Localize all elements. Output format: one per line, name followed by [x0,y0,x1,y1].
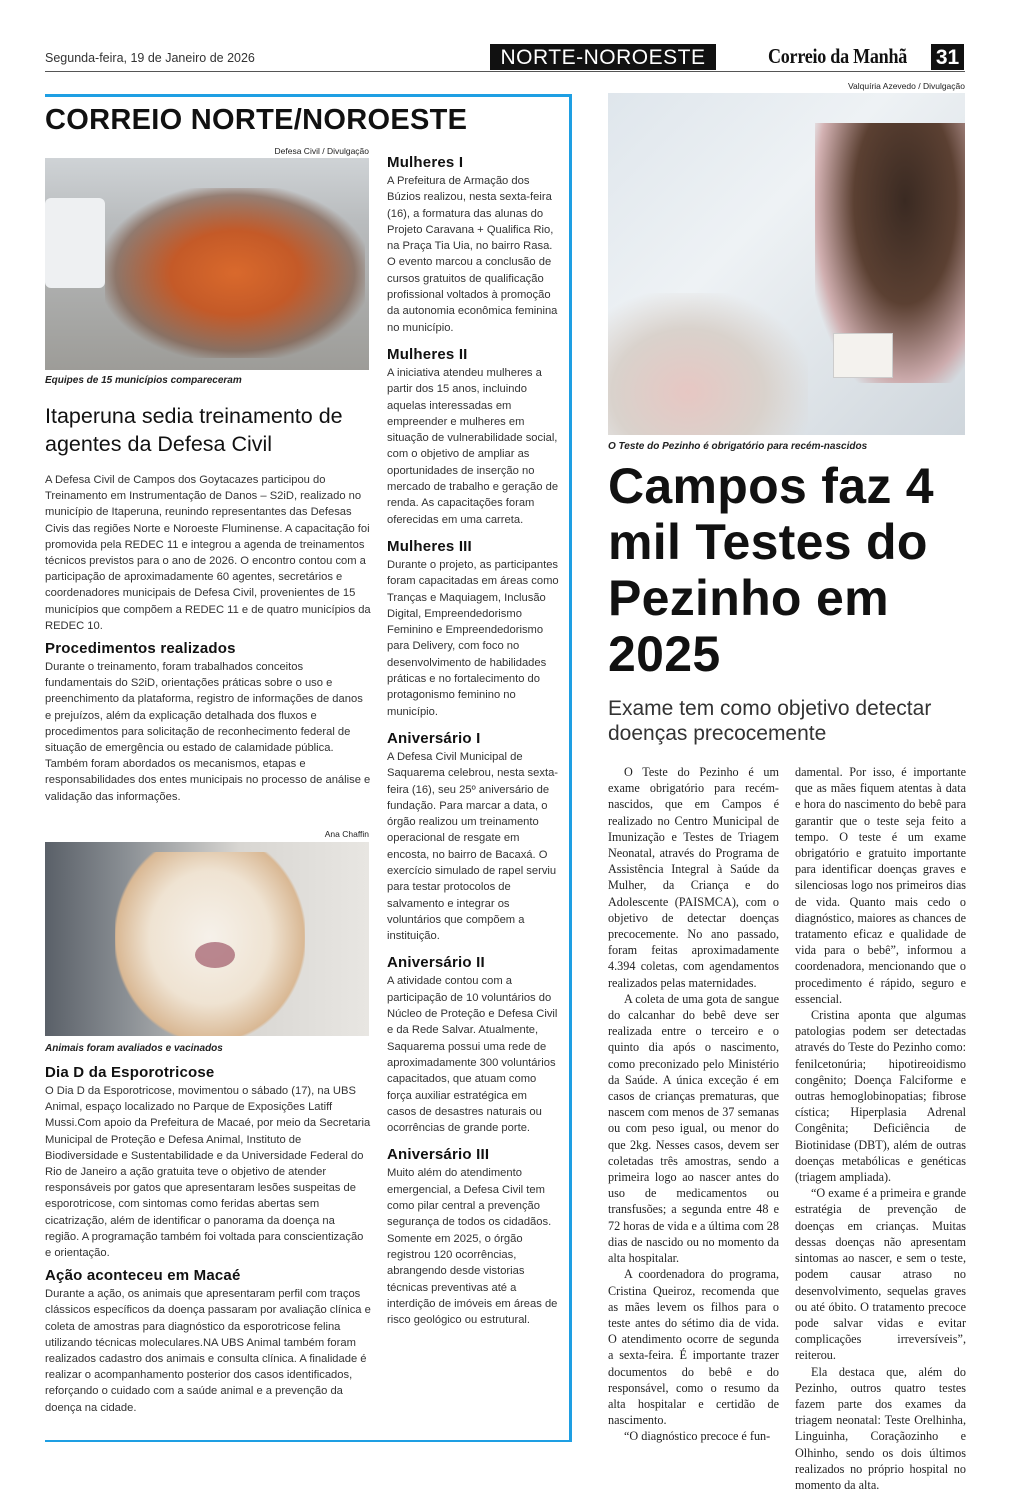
brief-text: Muito além do atendimento emergencial, a Defesa Civil tem como pilar central a prevenção segurança de todos os cidadãos. Somente em 2025, o órgão registrou 120 ocorrências, abrangendo desde vistorias técnicas preventivas até a interdição de imóveis em áreas de risco geológico ou estrutural. [387,1167,558,1327]
photo-caption: Animais foram avaliados e vacinados [45,1043,223,1054]
photo-caption: O Teste do Pezinho é obrigatório para recém-nascidos [608,441,868,452]
brief-title: Aniversário III [387,1146,490,1164]
brief-title: Mulheres II [387,345,468,363]
subheading: Procedimentos realizados [45,640,236,658]
article-paragraph: Durante a ação, os animais que apresentaram perfil com traços clássicos específicos da doença passaram por avaliação clínica e coleta de amostras para diagnóstico da esporotricose felina utilizando técnicas moleculares.NA UBS Animal também foram realizados cadastro dos animais e consulta clínica. A finalidade é realizar o acompanhamento posterior dos casos identificados, reforçando o cuidado com a saúde animal e a prevenção da doença na cidade. [45,1288,371,1414]
newspaper-logo: Correio da Manhã [768,44,908,68]
photo-credit: Ana Chaffin [324,829,369,839]
article-paragraph: damental. Por isso, é importante que as mães fiquem atentas à data e hora do nascimento do bebê para garantir que o teste seja feito a tempo. O teste é um exame obrigatório e gratuito importante para identificar doenças graves e silenciosas logo nos primeiros dias de vida. Quanto mais cedo o diagnóstico, maiores as chances de tratamento eficaz e qualidade de vida para o bebê”, informou a coordenadora, mencionando que o procedimento é rápido, seguro e essencial. [795,765,966,1006]
subheadline: Exame tem como objetivo detectar doenças precocemente [608,697,932,745]
cat-photo [45,842,369,1036]
article-paragraph: O Dia D da Esporotricose, movimentou o sábado (17), na UBS Animal, espaço localizado no Parque de Exposições Latiff Mussi.Com apoio da Prefeitura de Macaé, por meio da Secretaria Municipal de Proteção e Defesa Animal, Instituto de Biodiversidade e Sustentabilidade e da Universidade Federal do Rio de Janeiro a ação gratuita teve o objetivo de atender responsáveis por gatos que apresentaram lesões suspeitas de esporotricose, com sintomas como feridas abertas sem cicatrização, além de identificar o panorama da doença na região. A programação também foi voltada para conscientização e orientação. [45,1085,371,1260]
header-divider [45,71,965,72]
brief-text: A atividade contou com a participação de 10 voluntários do Núcleo de Proteção e Defesa Civil e da Rede Salvar. Atualmente, Saquarema possui uma rede de aproximadamente 300 voluntários capacitados, que atuam como força auxiliar estratégica em casos de desastres naturais ou ocorrências de grande porte. [387,975,558,1135]
photo-credit: Valquíria Azevedo / Divulgação [847,81,965,91]
brief-text: Durante o projeto, as participantes foram capacitadas em áreas como Tranças e Maquiagem, Inclusão Digital, Empreendedorismo Feminino e Empreendedorismo para Delivery, com foco no desenvolvimento de habilidades práticas e no fortalecimento do protagonismo feminino no município. [387,558,559,718]
group-photo [45,158,369,370]
main-headline: Campos faz 4 mil Testes do Pezinho em 2025 [608,458,934,682]
section-label: NORTE-NOROESTE [490,44,716,70]
subheading: Ação aconteceu em Macaé [45,1267,241,1285]
regional-section-title: CORREIO NORTE/NOROESTE [45,104,468,136]
article-paragraph: O Teste do Pezinho é um exame obrigatório para recém-nascidos, que em Campos é realizado no Centro Municipal de Imunização e Testes de Triagem Neonatal, através do Programa de Assistência Integral à Saúde da Mulher, da Criança e do Adolescente (PAISMCA), com o objetivo de detectar doenças precocemente. No ano passado, foram feitas aproximadamente 4.394 coletas, com agendamentos realizados pelas maternidades. [608,765,779,990]
article-paragraph: “O exame é a primeira e grande estratégia de prevenção de doenças em crianças. Muitas dessas doenças não apresentam sintomas ao nascer, e sem o teste, podem causar atraso no desenvolvimento, sequelas graves ou até óbito. O tratamento precoce pode salvar vidas e evitar complicações irreversíveis”, reiterou. [795,1186,966,1363]
subheading: Dia D da Esporotricose [45,1064,215,1081]
briefs-column [387,148,559,1328]
article-headline: Itaperuna sedia treinamento de agentes da Defesa Civil [45,404,343,456]
article-paragraph: A Defesa Civil de Campos dos Goytacazes participou do Treinamento em Instrumentação de Danos – S2iD, realizado no município de Itaperuna, reunindo representantes das Defesas Civis das regiões Norte e Noroeste Fluminense. A capacitação foi promovida pela REDEC 11 e integrou a agenda de treinamentos técnicos previstos para o ano de 2026. O encontro contou com a participação de aproximadamente 60 agentes, secretários e coordenadores municipais de Defesa Civil, provenientes de 15 municípios que compõem a REDEC 11 e de quatro municípios da REDEC 10. [45,474,371,632]
article-paragraph: “O diagnóstico precoce é fun- [624,1429,771,1444]
brief-title: Aniversário II [387,954,485,972]
article-column-2 [795,764,966,1493]
article-paragraph: Cristina aponta que algumas patologias podem ser detectadas através do Teste do Pezinho como: fenilcetonúria; hipotireoidismo congênito; Doença Falciforme e outras hemoglobinopatias; fibrose cística; Hiperplasia Adrenal Congênita; Deficiência de Biotinidase (DBT), além de outras doenças metabólicas e genéticas (triagem ampliada). [795,1008,966,1185]
brief-title: Mulheres III [387,537,472,555]
brief-text: A Prefeitura de Armação dos Búzios realizou, nesta sexta-feira (16), a formatura das alunas do Projeto Caravana + Qualifica Rio, na Praça Tia Uia, no bairro Rasa. O evento marcou a conclusão de cursos gratuitos de qualificação profissional voltados à promoção da autonomia econômica feminina no município. [387,175,558,334]
article-paragraph: A coordenadora do programa, Cristina Queiroz, recomenda que as mães levem os filhos para o teste antes do sétimo dia de vida. O atendimento ocorre de segunda a sexta-feira. É importante trazer documentos do bebê e do responsável, como o resumo da alta hospitalar e certidão de nascimento. [608,1267,779,1428]
brief-title: Aniversário I [387,729,481,747]
brief-text: A Defesa Civil Municipal de Saquarema celebrou, nesta sexta-feira (16), seu 25º aniversário de fundação. Para marcar a data, o órgão realizou um treinamento operacional de resgate em encosta, no bairro de Bacaxá. O exercício simulado de rapel serviu para testar protocolos de salvamento e integrar os voluntários que compõem a instituição. [387,750,559,943]
brief-title: Mulheres I [387,154,464,171]
article-paragraph: A coleta de uma gota de sangue do calcanhar do bebê deve ser realizada entre o terceiro e o quinto dia após o nascimento, como preconizado pelo Ministério da Saúde. A única exceção é em casos de crianças prematuras, que nascem com menos de 37 semanas ou com peso igual, ou menor do que 2kg. Nesses casos, devem ser coletadas três amostras, sendo a primeira logo ao nascer antes do uso de medicamentos ou transfusões; a segunda entre 48 e 72 horas de vida e a última com 28 dias de nascido ou no momento da alta hospitalar. [608,991,779,1266]
photo-caption: Equipes de 15 municípios compareceram [45,375,242,386]
page-number: 31 [931,44,964,70]
newborn-test-photo [608,93,965,435]
article-paragraph: Ela destaca que, além do Pezinho, outros quatro testes fazem parte dos exames da triagem neonatal: Teste Orelhinha, Linguinha, Coraçãozinho e Olhinho, sendo os dois últimos realizados no próprio hospital no momento da alta. [795,1364,966,1492]
article-paragraph: Durante o treinamento, foram trabalhados conceitos fundamentais do S2iD, orientações práticas sobre o uso e preenchimento da plataforma, registro de informações de danos e prejuízos, além da explicação detalhada dos fluxos e procedimentos para solicitação de reconhecimento federal de situação de emergência ou estado de calamidade pública. Também foram abordados os mecanismos, etapas e responsabilidades dos entes municipais no processo de análise e validação das informações. [45,661,371,803]
brief-text: A iniciativa atendeu mulheres a partir dos 15 anos, incluindo aquelas interessadas em empreender e mulheres em situação de vulnerabilidade social, com o objetivo de ampliar as oportunidades de inserção no mercado de trabalho e geração de renda. As capacitações foram oferecidas em uma carreta. [387,366,559,526]
issue-date: Segunda-feira, 19 de Janeiro de 2026 [45,51,255,65]
article-column-1 [608,764,779,1445]
photo-credit: Defesa Civil / Divulgação [274,146,369,156]
